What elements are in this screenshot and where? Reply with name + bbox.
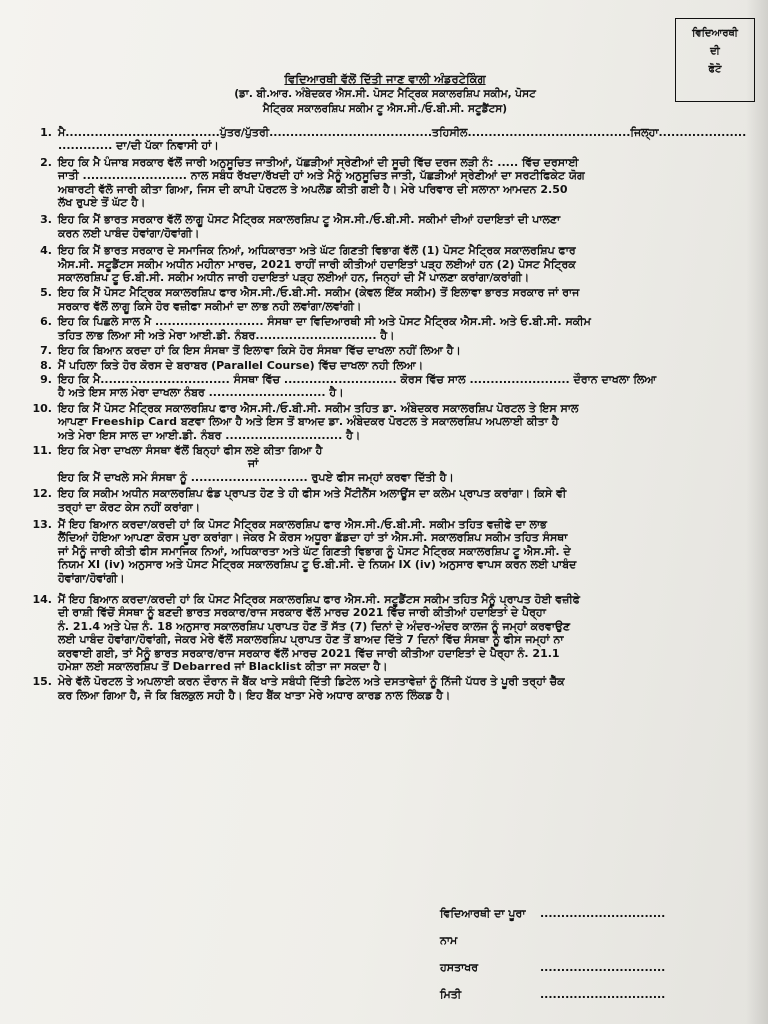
item-number: 6.: [40, 315, 52, 329]
item-text: [58, 487, 750, 514]
signature-label: ਹਸਤਾਖਰ: [440, 961, 479, 974]
item-line: ਇਹ ਕਿ ਮੈਂ ਭਾਰਤ ਸਰਕਾਰ ਦੇ ਸਮਾਜਿਕ ਨਿਆਂ, ਅਧਿਕਾਰਤਾ ਅਤੇ ਘੱਟ ਗਿਣਤੀ ਵਿਭਾਗ ਵੱਲੋਂ (1) ਪੋਸਟ ਮੈਟ੍ਰਿਕ ਸਕਾਲਰਸ਼ਿਪ ਫਾਰ: [58, 244, 576, 258]
item-number: 2.: [40, 155, 52, 169]
item-line: ............. ਦਾ/ਦੀ ਪੱਕਾ ਨਿਵਾਸੀ ਹਾਂ।: [58, 139, 219, 153]
item-line: ਹੋਵਾਂਗਾ/ਹੋਵਾਂਗੀ।: [58, 571, 125, 585]
item-line: ਮੇਰੇ ਵੱਲੋ ਪੋਰਟਲ ਤੇ ਅਪਲਾਈ ਕਰਨ ਦੌਰਾਨ ਜੋ ਬੈਂਕ ਖਾਤੇ ਸਬੰਧੀ ਦਿੱਤੀ ਡਿਟੇਲ ਅਤੇ ਦਸਤਾਵੇਜ਼ਾਂ ਨੂੰ ਨਿੱਜੀ ਪੱਧਰ ਤੇ ਪੂਰੀ ਤਰ੍ਹਾਂ ਚੈੱਕ: [58, 675, 565, 689]
undertaking-item-10: [26, 402, 750, 442]
student-name-field[interactable]: ..............................: [540, 907, 666, 920]
date-field[interactable]: ..............................: [540, 988, 666, 1001]
signature-block: [440, 900, 740, 1008]
undertaking-item-1: [26, 126, 750, 153]
photo-box-line-3: ਫੋਟੋ: [708, 64, 722, 75]
item-line: ਇਹ ਕਿ ਸਕੀਮ ਅਧੀਨ ਸਕਾਲਰਸ਼ਿਪ ਫੰਡ ਪ੍ਰਾਪਤ ਹੋਣ ਤੇ ਹੀ ਫੀਸ ਅਤੇ ਮੈਂਟੀਨੈਂਸ ਅਲਾਊਂਸ ਦਾ ਕਲੇਮ ਪ੍ਰਾਪਤ ਕਰਾਂਗਾ। ਕਿਸੇ ਵੀ: [58, 487, 567, 501]
undertaking-item-13: [26, 518, 750, 585]
item-number: 13.: [32, 517, 52, 531]
item-text: [58, 126, 750, 153]
item-text: [58, 213, 750, 240]
item-line: ਮੈ.....................................ਪੁੱਤਰ/ਪੁੱਤਰੀ.......................................ਤਹਿਸੀਲ.......................................ਜਿਲ੍ਹਾ.....................: [58, 126, 747, 139]
item-number: 4.: [40, 244, 52, 258]
item-number: 3.: [40, 213, 52, 227]
document-subtitle-1: (ਡਾ. ਬੀ.ਆਰ. ਅੰਬੇਦਕਰ ਐਸ.ਸੀ. ਪੋਸਟ ਮੈਟ੍ਰਿਕ ਸਕਾਲਰਸ਼ਿਪ ਸਕੀਮ, ਪੋਸਟ: [234, 88, 536, 100]
item-text: [58, 373, 750, 400]
item-line: ਮੈਂ ਇਹ ਬਿਆਨ ਕਰਦਾ/ਕਰਦੀ ਹਾਂ ਕਿ ਪੋਸਟ ਮੈਟ੍ਰਿਕ ਸਕਾਲਰਸ਼ਿਪ ਫਾਰ ਐਸ.ਸੀ./ਓ.ਬੀ.ਸੀ. ਸਕੀਮ ਤਹਿਤ ਵਜ਼ੀਫੇ ਦਾ ਲਾਭ: [58, 517, 547, 531]
student-photo-box: [675, 18, 755, 102]
item-line: ਅਥਾਰਟੀ ਵੱਲੋ ਜਾਰੀ ਕੀਤਾ ਗਿਆ, ਜਿਸ ਦੀ ਕਾਪੀ ਪੋਰਟਲ ਤੇ ਅਪਲੋਡ ਕੀਤੀ ਗਈ ਹੈ। ਮੇਰੇ ਪਰਿਵਾਰ ਦੀ ਸਲਾਨਾ ਆਮਦਨ 2.50: [58, 182, 568, 196]
undertaking-item-8: [26, 359, 750, 372]
undertaking-item-3: [26, 213, 750, 240]
undertaking-item-15: [26, 675, 750, 702]
item-line: ਇਹ ਕਿ ਮੈਂ ਭਾਰਤ ਸਰਕਾਰ ਵੱਲੋਂ ਲਾਗੂ ਪੋਸਟ ਮੈਟ੍ਰਿਕ ਸਕਾਲਰਸ਼ਿਪ ਟੂ ਐਸ.ਸੀ./ਓ.ਬੀ.ਸੀ. ਸਕੀਮਾਂ ਦੀਆਂ ਹਦਾਇਤਾਂ ਦੀ ਪਾਲਣਾ: [58, 213, 561, 227]
item-line: ਸਰਕਾਰ ਵੱਲੋਂ ਲਾਗੂ ਕਿਸੇ ਹੋਰ ਵਜ਼ੀਫਾ ਸਕੀਮਾਂ ਦਾ ਲਾਭ ਨਹੀ ਲਵਾਂਗਾ/ਲਵਾਂਗੀ।: [58, 299, 362, 313]
undertaking-item-7: [26, 344, 750, 357]
item-text: [58, 402, 750, 442]
item-line: ਕਰਨ ਲਈ ਪਾਬੰਦ ਹੋਵਾਂਗਾ/ਹੋਵਾਂਗੀ।: [58, 226, 200, 240]
undertaking-item-2: [26, 156, 750, 210]
item-text: [58, 444, 750, 484]
item-line: ਜਾਤੀ ......................... ਨਾਲ ਸਬੰਧ ਰੱਖਦਾ/ਰੱਖਦੀ ਹਾਂ ਅਤੇ ਮੈਨੂੰ ਅਨੁਸੂਚਿਤ ਜਾਤੀ, ਪੱਛੜੀਆਂ ਸ੍ਰੇਣੀਆਂ ਦਾ ਸਰਟੀਫਿਕੇਟ ਯੋਗ: [58, 169, 585, 183]
item-text: [58, 315, 750, 342]
item-line: ਇਹ ਕਿ ਮੇਰਾ ਦਾਖਲਾ ਸੰਸਥਾ ਵੱਲੋਂ ਬਿਨ੍ਹਾਂ ਫੀਸ ਲਏ ਕੀਤਾ ਗਿਆ ਹੈ: [58, 443, 323, 457]
undertaking-item-9: [26, 373, 750, 400]
item-text: [58, 675, 750, 702]
item-line: ਇਹ ਕਿ ਬਿਆਨ ਕਰਦਾ ਹਾਂ ਕਿ ਇਸ ਸੰਸਥਾ ਤੋਂ ਇਲਾਵਾ ਕਿਸੇ ਹੋਰ ਸੰਸਥਾ ਵਿੱਚ ਦਾਖਲਾ ਨਹੀਂ ਲਿਆ ਹੈ।: [58, 344, 461, 358]
undertaking-item-12: [26, 487, 750, 514]
item-number: 8.: [40, 358, 52, 372]
item-text: [58, 156, 750, 210]
item-line: ਸਕਾਲਰਸ਼ਿਪ ਟੂ ਓ.ਬੀ.ਸੀ. ਸਕੀਮ ਅਧੀਨ ਜਾਰੀ ਹਦਾਇਤਾਂ ਪੜ੍ਹ ਲਈਆਂ ਹਨ, ਜਿਨ੍ਹਾਂ ਦੀ ਮੈਂ ਪਾਲਣਾ ਕਰਾਂਗਾ/ਕਰਾਂਗੀ।: [58, 271, 530, 285]
document-subtitle-2: ਮੈਟ੍ਰਿਕ ਸਕਾਲਰਸ਼ਿਪ ਸਕੀਮ ਟੂ ਐਸ.ਸੀ./ਓ.ਬੀ.ਸੀ. ਸਟੂਡੈਂਟਸ): [262, 102, 508, 115]
item-line: ਜਾਂ ਮੈਨੂੰ ਜਾਰੀ ਕੀਤੀ ਫੀਸ ਸਮਾਜਿਕ ਨਿਆਂ, ਅਧਿਕਾਰਤਾ ਅਤੇ ਘੱਟ ਗਿਣਤੀ ਵਿਭਾਗ ਨੂੰ ਪੋਸਟ ਮੈਟ੍ਰਿਕ ਸਕਾਲਰਸ਼ਿਪ ਟੂ ਐਸ.ਸੀ. ਦੇ: [58, 544, 571, 558]
item-text: [58, 286, 750, 313]
item-number: 7.: [40, 344, 52, 358]
item-line: ਹੈ ਅਤੇ ਇਸ ਸਾਲ ਮੇਰਾ ਦਾਖਲਾ ਨੰਬਰ ............................ ਹੈ।: [58, 386, 344, 400]
item-line: ਮੈਂ ਇਹ ਬਿਆਨ ਕਰਦਾ/ਕਰਦੀ ਹਾਂ ਕਿ ਪੋਸਟ ਮੈਟ੍ਰਿਕ ਸਕਾਲਰਸ਼ਿਪ ਫਾਰ ਐਸ.ਸੀ. ਸਟੂਡੈਂਟਸ ਸਕੀਮ ਤਹਿਤ ਮੈਨੂੰ ਪ੍ਰਾਪਤ ਹੋਈ ਵਜ਼ੀਫੇ: [58, 593, 580, 606]
item-number: 5.: [40, 286, 52, 300]
photo-box-line-1: ਵਿਦਿਆਰਥੀ: [692, 28, 738, 39]
item-number: 9.: [40, 372, 52, 386]
date-label: ਮਿਤੀ: [440, 988, 462, 1001]
item-line: ਲਈ ਪਾਬੰਦ ਹੋਵਾਂਗਾ/ਹੋਵਾਂਗੀ, ਜੇਕਰ ਮੇਰੇ ਵੱਲੋਂ ਸਕਾਲਰਸ਼ਿਪ ਪ੍ਰਾਪਤ ਹੋਣ ਤੋਂ ਬਾਅਦ ਦਿੱਤੇ 7 ਦਿਨਾਂ ਵਿੱਚ ਸੰਸਥਾ ਨੂੰ ਫੀਸ ਜਮ੍ਹਾਂ ਨਾ: [58, 633, 564, 647]
item-line: ਕਰਵਾਈ ਗਈ, ਤਾਂ ਮੈਨੂੰ ਭਾਰਤ ਸਰਕਾਰ/ਰਾਜ ਸਰਕਾਰ ਵੱਲੋਂ ਮਾਰਚ 2021 ਵਿੱਚ ਜਾਰੀ ਕੀਤੀਆ ਹਦਾਇਤਾਂ ਦੇ ਪੈਰ੍ਹਾ ਨੰ. 21.1: [58, 646, 560, 660]
undertaking-item-4: [26, 244, 750, 284]
item-text: [58, 593, 750, 673]
item-number: 11.: [32, 443, 52, 457]
undertaking-item-5: [26, 286, 750, 313]
student-name-row: [440, 900, 740, 954]
item-line: ਇਹ ਕਿ ਪਿਛਲੇ ਸਾਲ ਮੈ .......................... ਸੰਸਥਾ ਦਾ ਵਿਦਿਆਰਥੀ ਸੀ ਅਤੇ ਪੋਸਟ ਮੈਟ੍ਰਿਕ ਐਸ.ਸੀ. ਅਤੇ ਓ.ਬੀ.ਸੀ. ਸਕੀਮ: [58, 315, 591, 329]
photo-box-line-2: ਦੀ: [710, 46, 720, 57]
item-line: ਇਹ ਕਿ ਮੈਂ ਪੋਸਟ ਮੈਟ੍ਰਿਕ ਸਕਾਲਰਸ਼ਿਪ ਫਾਰ ਐਸ.ਸੀ./ਓ.ਬੀ.ਸੀ. ਸਕੀਮ (ਕੇਵਲ ਇੱਕ ਸਕੀਮ) ਤੋਂ ਇਲਾਵਾ ਭਾਰਤ ਸਰਕਾਰ ਜਾਂ ਰਾਜ: [58, 286, 580, 300]
item-line: ਦੀ ਰਾਸ਼ੀ ਵਿੱਚੋਂ ਸੰਸਥਾ ਨੂੰ ਬਣਦੀ ਭਾਰਤ ਸਰਕਾਰ/ਰਾਜ ਸਰਕਾਰ ਵੱਲੋਂ ਮਾਰਚ 2021 ਵਿੱਚ ਜਾਰੀ ਕੀਤੀਆਂ ਹਦਾਇਤਾਂ ਦੇ ਪੈਰ੍ਹਾ: [58, 606, 546, 620]
item-line: ਨਿਯਮ XI (iv) ਅਨੁਸਾਰ ਅਤੇ ਪੋਸਟ ਮੈਟ੍ਰਿਕ ਸਕਾਲਰਸ਼ਿਪ ਟੂ ਓ.ਬੀ.ਸੀ. ਦੇ ਨਿਯਮ IX (iv) ਅਨੁਸਾਰ ਵਾਪਸ ਕਰਨ ਲਈ ਪਾਬੰਦ: [58, 558, 577, 572]
item-line: ਹਮੇਸ਼ਾ ਲਈ ਸਕਾਲਰਸ਼ਿਪ ਤੋਂ Debarred ਜਾਂ Blacklist ਕੀਤਾ ਜਾ ਸਕਦਾ ਹੈ।: [58, 660, 388, 674]
item-line: ਇਹ ਕਿ ਮੈ............................... ਸੰਸਥਾ ਵਿੱਚ ........................... ਕੋਰਸ ਵਿੱਚ ਸਾਲ ........................ ਦੌਰਾਨ ਦਾਖਲਾ ਲਿਆ: [58, 372, 657, 386]
undertaking-list: [26, 126, 750, 702]
document-title: ਵਿਦਿਆਰਥੀ ਵੱਲੋਂ ਦਿੱਤੀ ਜਾਣ ਵਾਲੀ ਅੰਡਰਟੇਕਿੰਗ: [284, 72, 486, 86]
item-line: ਅਤੇ ਮੇਰਾ ਇਸ ਸਾਲ ਦਾ ਆਈ.ਡੀ. ਨੰਬਰ ............................ ਹੈ।: [58, 428, 361, 442]
item-text: [58, 344, 750, 357]
item-line: ਮੈਂ ਪਹਿਲਾ ਕਿਤੇ ਹੋਰ ਕੋਰਸ ਦੇ ਬਰਾਬਰ (Parallel Course) ਵਿੱਚ ਦਾਖਲਾ ਨਹੀ ਲਿਆ।: [58, 358, 424, 372]
item-text: [58, 244, 750, 284]
undertaking-item-6: [26, 315, 750, 342]
item-line: ਕਰ ਲਿਆ ਗਿਆ ਹੈ, ਜੋ ਕਿ ਬਿਲਕੁਲ ਸਹੀ ਹੈ। ਇਹ ਬੈਂਕ ਖਾਤਾ ਮੇਰੇ ਅਧਾਰ ਕਾਰਡ ਨਾਲ ਲਿੰਕਡ ਹੈ।: [58, 688, 451, 702]
item-or-separator: ਜਾਂ: [248, 457, 259, 471]
undertaking-item-11: [26, 444, 750, 484]
item-line: ਐਸ.ਸੀ. ਸਟੂਡੈਂਟਸ ਸਕੀਮ ਅਧੀਨ ਮਹੀਨਾ ਮਾਰਚ, 2021 ਰਾਹੀਂ ਜਾਰੀ ਕੀਤੀਆਂ ਹਦਾਇਤਾਂ ਪੜ੍ਹ ਲਈਆਂ ਹਨ (2) ਪੋਸਟ ਮੈਟ੍ਰਿਕ: [58, 257, 576, 271]
date-row: [440, 981, 740, 1008]
item-line: ਆਪਣਾ Freeship Card ਬਣਵਾ ਲਿਆ ਹੈ ਅਤੇ ਇਸ ਤੋਂ ਬਾਅਦ ਡਾ. ਅੰਬੇਦਕਰ ਪੋਰਟਲ ਤੇ ਸਕਾਲਰਸ਼ਿਪ ਅਪਲਾਈ ਕੀਤਾ ਹੈ: [58, 415, 559, 429]
item-line: ਇਹ ਕਿ ਮੈਂ ਦਾਖਲੇ ਸਮੇ ਸੰਸਥਾ ਨੂੰ ............................ ਰੁਪਏ ਫੀਸ ਜਮ੍ਹਾਂ ਕਰਵਾ ਦਿੱਤੀ ਹੈ।: [58, 470, 454, 484]
document-header: [170, 72, 600, 116]
item-number: 14.: [32, 593, 52, 606]
undertaking-item-14: [26, 593, 750, 673]
signature-row: [440, 954, 740, 981]
item-number: 15.: [32, 675, 52, 689]
item-line: ਲੱਖ ਰੁਪਏ ਤੋਂ ਘੱਟ ਹੈ।: [58, 196, 146, 210]
item-number: 10.: [32, 401, 52, 415]
item-line: ਤਰ੍ਹਾਂ ਦਾ ਕੋਰਟ ਕੇਸ ਨਹੀਂ ਕਰਾਂਗਾ।: [58, 500, 201, 514]
item-text: [58, 518, 750, 585]
signature-field[interactable]: ..............................: [540, 961, 666, 974]
student-name-label: ਵਿਦਿਆਰਥੀ ਦਾ ਪੂਰਾ ਨਾਮ: [440, 907, 526, 947]
item-number: 12.: [32, 487, 52, 501]
item-line: ਇਹ ਕਿ ਮੈਂ ਪੋਸਟ ਮੈਟ੍ਰਿਕ ਸਕਾਲਰਸ਼ਿਪ ਫਾਰ ਐਸ.ਸੀ./ਓ.ਬੀ.ਸੀ. ਸਕੀਮ ਤਹਿਤ ਡਾ. ਅੰਬੇਦਕਰ ਸਕਾਲਰਸ਼ਿਪ ਪੋਰਟਲ ਤੇ ਇਸ ਸਾਲ: [58, 401, 579, 415]
item-number: 1.: [40, 126, 52, 139]
item-line: ਨੰ. 21.4 ਅਤੇ ਪੇਜ਼ ਨੰ. 18 ਅਨੁਸਾਰ ਸਕਾਲਰਸ਼ਿਪ ਪ੍ਰਾਪਤ ਹੋਣ ਤੋਂ ਸੱਤ (7) ਦਿਨਾਂ ਦੇ ਅੰਦਰ-ਅੰਦਰ ਕਾਲਜ ਨੂੰ ਜਮ੍ਹਾਂ ਕਰਵਾਉਣ: [58, 619, 571, 633]
item-text: [58, 359, 750, 372]
item-line: ਇਹ ਕਿ ਮੈ ਪੰਜਾਬ ਸਰਕਾਰ ਵੱਲੋਂ ਜਾਰੀ ਅਨੁਸੂਚਿਤ ਜਾਤੀਆਂ, ਪੱਛੜੀਆਂ ਸ੍ਰੇਣੀਆਂ ਦੀ ਸੂਚੀ ਵਿੱਚ ਦਰਜ ਲੜੀ ਨੰ: ..... ਵਿੱਚ ਦਰਸਾਈ: [58, 155, 579, 169]
item-line: ਤਹਿਤ ਲਾਭ ਲਿਆ ਸੀ ਅਤੇ ਮੇਰਾ ਆਈ.ਡੀ. ਨੰਬਰ............................. ਹੈ।: [58, 328, 395, 342]
item-line: ਲੈਂਦਿਆਂ ਹੋਇਆ ਆਪਣਾ ਕੋਰਸ ਪੂਰਾ ਕਰਾਂਗਾ। ਜੇਕਰ ਮੈ ਕੋਰਸ ਅਧੂਰਾ ਛੱਡਦਾ ਹਾਂ ਤਾਂ ਐਸ.ਸੀ. ਸਕਾਲਰਸ਼ਿਪ ਸਕੀਮ ਤਹਿਤ ਸੰਸਥਾ: [58, 531, 568, 545]
